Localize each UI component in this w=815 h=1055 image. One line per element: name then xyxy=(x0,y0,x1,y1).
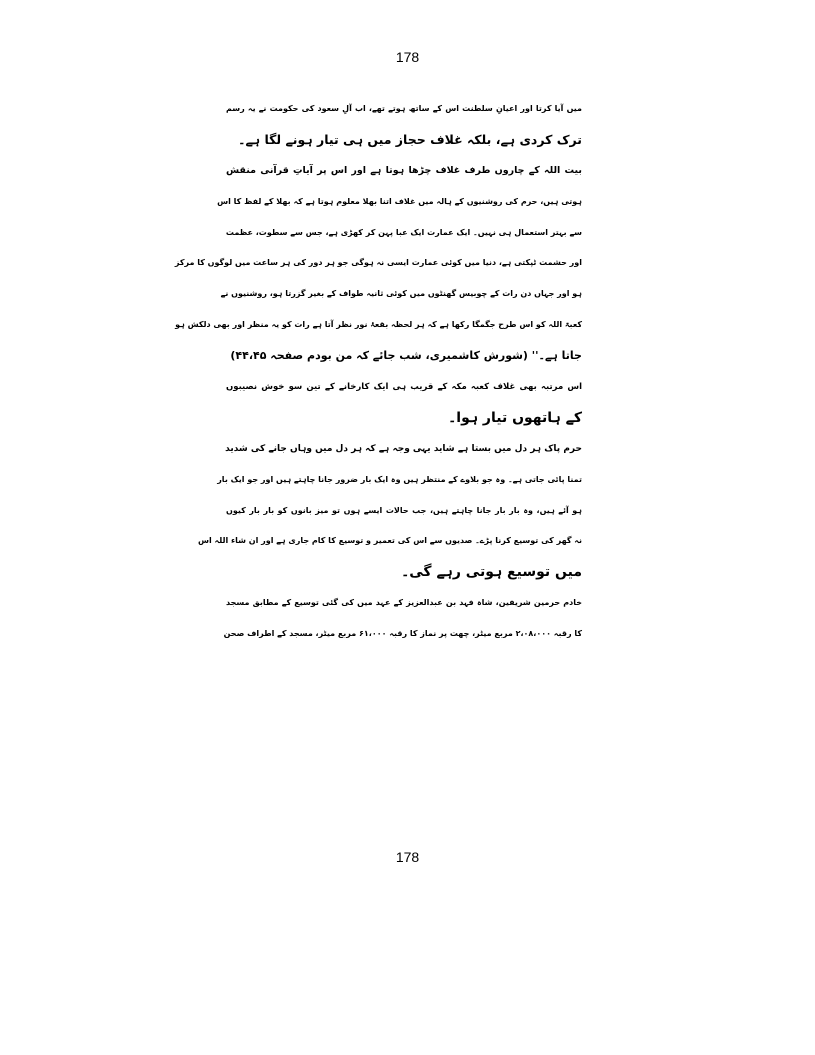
text-line: نہ گھر کی توسیع کرنا پڑے۔ صدیوں سے اس کی تعمیر و توسیع کا کام جاری ہے اور ان شاء اللہ اس xyxy=(197,536,582,546)
page-body-text xyxy=(174,94,582,650)
text-line: میں آیا کرتا اور اعیانِ سلطنت اس کے ساتھ ہوتے تھے، اب آلِ سعود کی حکومت نے یہ رسم xyxy=(226,104,582,113)
text-line: خادم حرمین شریفین، شاہ فہد بن عبدالعزیز کے عہد میں کی گئی توسیع کے مطابق مسجد xyxy=(226,598,582,608)
text-line: اور حشمت ٹپکتی ہے، دنیا میں کوئی عمارت ایسی نہ ہوگی جو ہر دور کی ہر ساعت میں لوگوں کا مرکز xyxy=(174,258,582,268)
page-number-header: 178 xyxy=(395,49,420,65)
text-line: حرم پاک ہر دل میں بستا ہے شاید یہی وجہ ہے کہ ہر دل میں وہاں جانے کی شدید xyxy=(225,443,582,454)
text-line: کا رقبہ ۲،۰۸،۰۰۰ مربع میٹر، چھت پر نماز کا رقبہ ۶۱،۰۰۰ مربع میٹر، مسجد کے اطراف صحن xyxy=(223,629,582,639)
text-line: جاتا ہے۔'' (شورش کاشمیری، شب جائے کہ من بودم صفحہ ۴۴،۴۵) xyxy=(230,349,582,363)
text-line: میں توسیع ہوتی رہے گی۔ xyxy=(401,564,582,581)
text-line: ہو آئے ہیں، وہ بار بار جانا چاہتے ہیں، جب حالات ایسے ہوں تو میز بانوں کو بار بار کیوں xyxy=(226,505,582,515)
text-line: بیت اللہ کے چاروں طرف غلاف چڑھا ہوتا ہے اور اس پر آیاتِ قرآنی منقش xyxy=(226,164,582,176)
text-line: تمنا پائی جاتی ہے۔ وہ جو بلاوے کے منتظر ہیں وہ ایک بار ضرور جانا چاہتے ہیں اور جو ایک بار xyxy=(217,474,582,484)
text-line: کے ہاتھوں تیار ہوا۔ xyxy=(448,409,582,426)
text-line: کعبۃ اللہ کو اس طرح جگمگا رکھا ہے کہ ہر لحظہ بقعۂ نور نظر آتا ہے رات کو یہ منظر اور بھی دلکش ہو xyxy=(175,320,582,330)
text-line: ترک کردی ہے، بلکہ غلاف حجاز میں ہی تیار ہونے لگا ہے۔ xyxy=(238,131,582,147)
page-number-footer: 178 xyxy=(395,849,420,865)
text-line: سے بہتر استعمال ہی نہیں۔ ایک عمارت ایک عبا پہن کر کھڑی ہے، جس سے سطوت، عظمت xyxy=(225,227,582,237)
text-line: ہو اور جہاں دن رات کے چوبیس گھنٹوں میں کوئی ثانیہ طواف کے بغیر گزرتا ہو، روشنیوں نے xyxy=(220,289,582,299)
text-line: اس مرتبہ بھی غلاف کعبہ مکہ کے قریب ہی ایک کارخانے کے تین سو خوش نصیبوں xyxy=(226,382,582,393)
text-line: ہوتی ہیں، حرم کی روشنیوں کے ہالہ میں غلاف اتنا بھلا معلوم ہوتا ہے کہ بھلا کے لفظ کا اس xyxy=(217,196,582,206)
